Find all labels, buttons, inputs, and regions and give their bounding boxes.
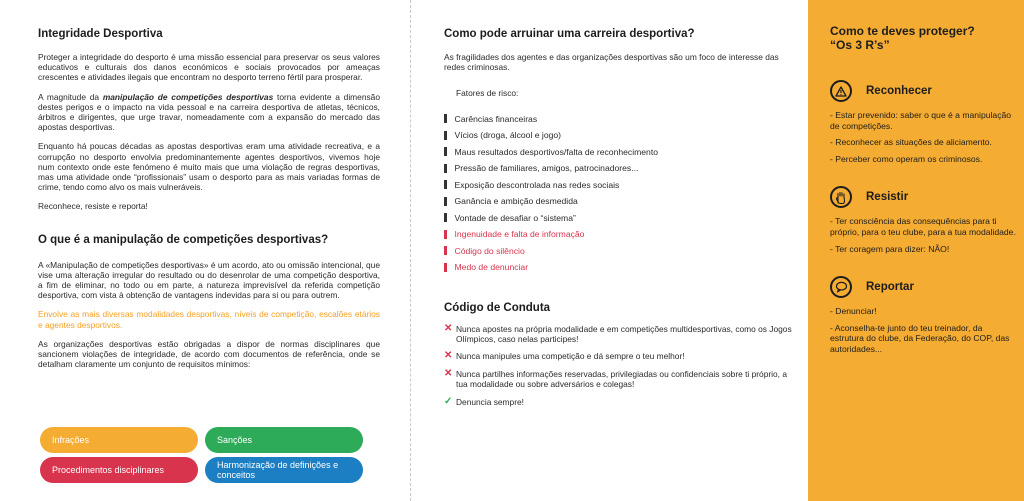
list-item-label: Nunca manipules uma competição e dá sempre o teu melhor! [456, 351, 685, 362]
infracoes-button[interactable]: Infrações [40, 427, 198, 453]
middle-column [444, 28, 796, 414]
list-item [444, 193, 796, 210]
harmonizacao-button[interactable]: Harmonização de definições e conceitos [205, 457, 363, 483]
list-item: - Ter consciência das consequências para ti próprio, para o teu clube, para a tua modalidade. [830, 216, 1016, 237]
paragraph-magnitude-post: torna evidente a dimensão destes perigos e o impacto na vida pessoal e na carreira desportiva de atletas, técnicos, árbitros e dirigentes, que urge travar, nomeadamente com a expansão do mercado das apostas desportivas. [38, 91, 380, 133]
paragraph-obligations: As organizações desportivas estão obrigadas a dispor de normas disciplinares que sancionem violações de integridade, de acordo com documentos de referência, onde se detalham claramente um conjunto de requisitos mínimos: [38, 338, 380, 370]
list-item [444, 351, 796, 361]
reportar-title: Reportar [866, 281, 914, 294]
paragraph-magnitude-emphasis: manipulação de competições desportivas [102, 91, 274, 102]
bullet-bar [444, 164, 447, 173]
resistir-title: Resistir [866, 191, 909, 204]
list-item [444, 226, 796, 243]
cross-icon: ✕ [444, 367, 453, 379]
paragraph-magnitude-pre: A magnitude da [38, 91, 103, 102]
section-title-manipulacao: O que é a manipulação de competições desportivas? [38, 233, 329, 246]
list-item-label: Exposição descontrolada nas redes sociais [454, 179, 620, 190]
list-item: - Aconselha-te junto do teu treinador, da estrutura do clube, da Federação, do COP, das autoridades... [830, 322, 1010, 354]
list-item [444, 111, 796, 128]
paragraph-definition: A «Manipulação de competições desportivas» é um acordo, ato ou omissão intencional, que vise uma alteração irregular do resultado ou do desenrolar de uma competição desportiva, a fim de eliminar, no todo ou em parte, a natureza imprevisível da referida competição desportiva, com vista à obtenção de vantagens indevidas para si ou para outrem. [38, 259, 380, 301]
left-column [38, 28, 380, 378]
list-item [444, 243, 796, 260]
list-item-label: Medo de denunciar [454, 262, 529, 273]
reconhecer-title: Reconhecer [866, 85, 932, 97]
fold-divider [410, 0, 411, 501]
list-item [444, 160, 796, 177]
list-item-label: Pressão de familiares, amigos, patrocinadores... [454, 163, 639, 174]
paragraph-slogan: Reconhece, resiste e reporta! [38, 201, 148, 212]
list-item-label: Denuncia sempre! [456, 396, 524, 407]
list-item-label: Ingenuidade e falta de informação [454, 229, 585, 240]
panel-title-line1: Como te deves proteger? [830, 24, 975, 38]
right-panel [808, 0, 1024, 501]
list-item-label: Vontade de desafiar o “sistema” [454, 212, 576, 223]
procedimentos-disciplinares-button[interactable]: Procedimentos disciplinares [40, 457, 198, 483]
list-item [444, 397, 796, 407]
list-item-label: Nunca apostes na própria modalidade e em competições multidesportivas, como os Jogos Olímpicos, caso nelas participes! [456, 323, 792, 345]
paragraph-magnitude [38, 92, 380, 133]
bullet-bar [444, 230, 447, 239]
reportar-header [830, 276, 1024, 298]
bullet-bar [444, 263, 447, 272]
bullet-bar [444, 114, 447, 123]
list-item: - Denunciar! [830, 306, 877, 317]
list-item [444, 259, 796, 276]
list-item-label: Ganância e ambição desmedida [454, 196, 578, 207]
paragraph-intro: Proteger a integridade do desporto é uma missão essencial para preservar os seus valores educativos e culturais dos danos económicos e sociais provocados por ameaças crescentes e atividades ilegais que encontram no desporto terreno fértil para prosperar. [38, 52, 380, 83]
paragraph-context: Enquanto há poucas décadas as apostas desportivas eram uma atividade recreativa, e a corrupção no desporto envolvia predominantemente agentes desportivos, vivemos hoje num contexto onde este fenómeno é muito mais que uma violação de regras desportivas, mas uma atividade onde “profissionais” usam o desporto para as mais variadas formas de crime, tendo como alvo os mais vulneráveis. [38, 141, 380, 193]
bullet-bar [444, 197, 447, 206]
list-item [444, 210, 796, 227]
list-item: - Ter coragem para dizer: NÃO! [830, 243, 950, 254]
list-item-label: Nunca partilhes informações reservadas, privilegiadas ou confidenciais sobre ti próprio, a tua modalidade ou sobre adversários e colegas! [456, 368, 787, 390]
speech-bubble-icon [830, 276, 852, 298]
risk-factors-list [444, 111, 796, 276]
bullet-bar [444, 180, 447, 189]
section-title-conduta: Código de Conduta [444, 301, 551, 314]
sancoes-button[interactable]: Sanções [205, 427, 363, 453]
list-item-label: Código do silêncio [454, 245, 525, 256]
section-title-integridade: Integridade Desportiva [38, 28, 163, 40]
warning-icon [830, 80, 852, 102]
section-title-carreira: Como pode arruinar uma carreira desportiva? [444, 28, 695, 40]
cross-icon: ✕ [444, 322, 453, 334]
resistir-header [830, 186, 1024, 208]
cross-icon: ✕ [444, 350, 453, 362]
list-item-label: Carências financeiras [454, 113, 538, 124]
list-item [444, 127, 796, 144]
panel-title [830, 24, 1024, 52]
list-item [444, 324, 796, 345]
list-item [444, 177, 796, 194]
paragraph-fragilidades: As fragilidades dos agentes e das organizações desportivas são um foco de interesse das redes criminosas. [444, 52, 779, 73]
check-icon: ✓ [444, 395, 453, 407]
list-item: - Estar prevenido: saber o que é a manipulação de competições. [830, 110, 1012, 131]
bullet-bar [444, 213, 447, 222]
list-item: - Reconhecer as situações de aliciamento. [830, 137, 992, 148]
list-item-label: Vícios (droga, álcool e jogo) [454, 130, 562, 141]
list-item-label: Maus resultados desportivos/falta de reconhecimento [454, 146, 658, 157]
reconhecer-header [830, 80, 1024, 102]
bullet-bar [444, 246, 447, 255]
list-item: - Perceber como operam os criminosos. [830, 153, 983, 164]
panel-title-line2: “Os 3 R’s” [830, 38, 890, 52]
list-item [444, 144, 796, 161]
reconhecer-section [830, 80, 1024, 164]
hand-stop-icon [830, 186, 852, 208]
bullet-bar [444, 147, 447, 156]
fatores-label: Fatores de risco: [456, 88, 519, 99]
reportar-section [830, 276, 1024, 354]
list-item [444, 369, 796, 390]
paragraph-scope: Envolve as mais diversas modalidades desportivas, níveis de competição, escalões etários e agentes desportivos. [38, 309, 380, 330]
resistir-section [830, 186, 1024, 254]
bullet-bar [444, 131, 447, 140]
code-of-conduct-list [444, 324, 796, 407]
